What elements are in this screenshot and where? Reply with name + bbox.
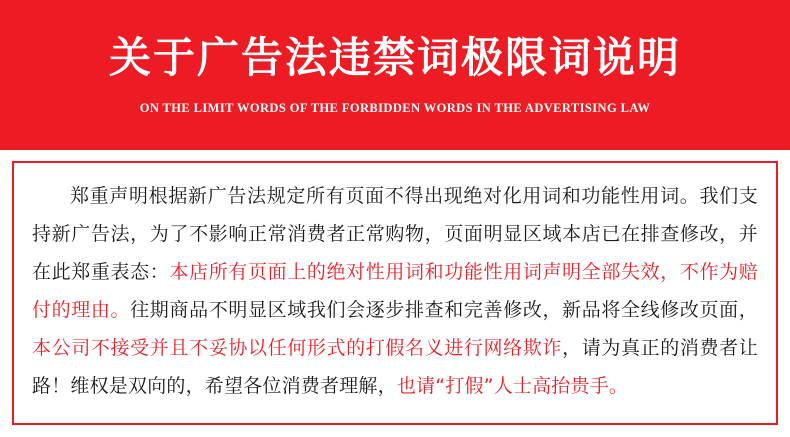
statement-segment-3: 往期商品不明显区域我们会逐步排查和完善修改，新品将全线修改页面， [130,299,758,321]
statement-paragraph [32,177,758,405]
page-title: 关于广告法违禁词极限词说明 [108,33,681,83]
statement-segment-6: 也请“打假”人士高抬贵手。 [396,375,629,397]
statement-segment-1: 郑重声明根据新广告法规定所有页面不得出现绝对化用词和功能性用词。我们支持新广告法，为了不影响正常消费者正常购物，页面明显区域本店已在排查修改，并在此郑重表态： [32,185,758,283]
statement-segment-2: 本店所有页面上的绝对性用词和功能性用词声明全部失效，不作为赔付的理由。 [32,261,758,321]
statement-segment-4: 本公司不接受并且不妥协以任何形式的打假名义进行网络欺诈 [32,337,563,359]
page-subtitle: ON THE LIMIT WORDS OF THE FORBIDDEN WORDS IN THE ADVERTISING LAW [139,100,651,115]
header-banner [0,0,790,150]
statement-segment-5: ，请为真正的消费者让路！维权是双向的，希望各位消费者理解， [32,337,758,397]
statement-box [12,161,778,425]
